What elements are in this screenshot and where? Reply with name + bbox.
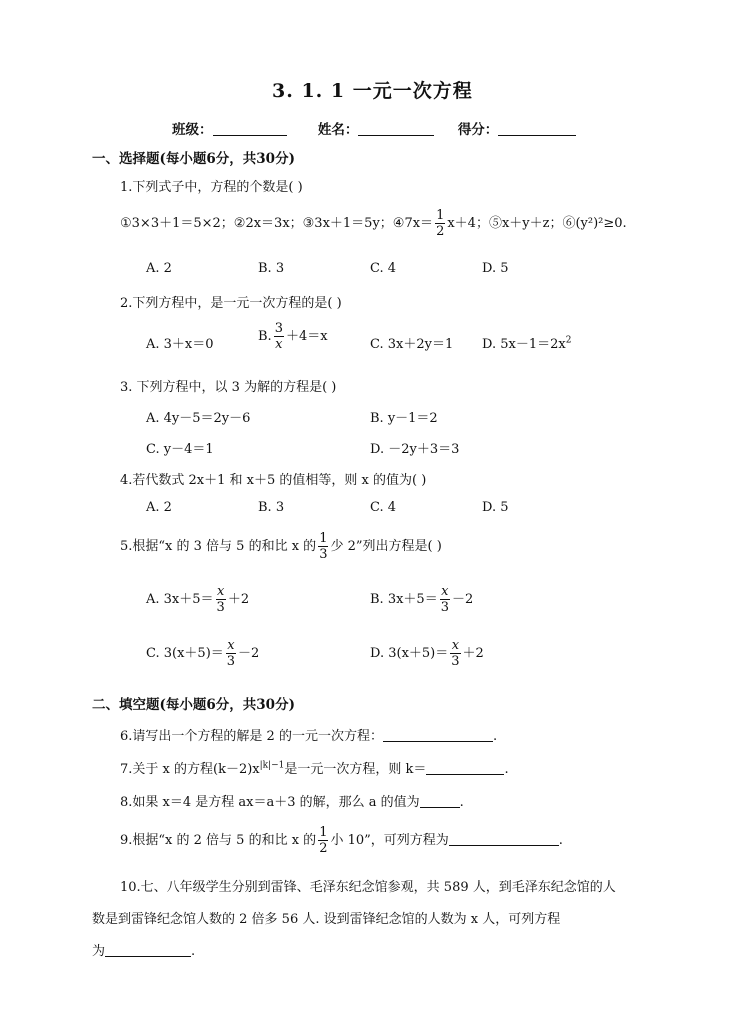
question-9: 9.根据“x 的 2 倍与 5 的和比 x 的 $\frac{1}{2}$ 小 10”，可列方程为 . bbox=[120, 825, 563, 856]
q2-b-suffix: ＋4＝x bbox=[285, 329, 328, 344]
frac-den: 3 bbox=[216, 600, 225, 615]
name-label: 姓名： bbox=[317, 122, 359, 138]
frac-den: 3 bbox=[226, 654, 236, 669]
page-title: 3. 1. 1 一元一次方程 bbox=[272, 80, 473, 102]
question-4-stem: 4.若代数式 2x＋1 和 x＋5 的值相等，则 x 的值为( ) bbox=[120, 473, 427, 488]
q5-d-post: ＋2 bbox=[462, 646, 484, 661]
q7-exponent: |k|−1 bbox=[259, 760, 285, 771]
q6-text: 6.请写出一个方程的解是 2 的一元一次方程： bbox=[120, 729, 383, 744]
q5-option-a[interactable] bbox=[146, 585, 249, 614]
q2-option-b[interactable] bbox=[258, 322, 328, 351]
frac-num: x bbox=[441, 584, 449, 599]
q5-c-post: －2 bbox=[238, 646, 260, 661]
question-6: 6.请写出一个方程的解是 2 的一元一次方程： . bbox=[120, 729, 498, 744]
fraction-x-over-3 bbox=[440, 585, 450, 614]
q2-d-text: D. 5x－1＝2x bbox=[482, 337, 566, 352]
q6-answer-blank[interactable] bbox=[383, 727, 493, 742]
q1-option-a[interactable]: A. 2 bbox=[146, 261, 172, 276]
fraction-x-over-3 bbox=[216, 585, 226, 614]
q2-b-prefix: B. bbox=[258, 329, 272, 344]
q5-c-pre: C. 3(x＋5)＝ bbox=[146, 646, 224, 661]
frac-den: 3 bbox=[440, 600, 449, 615]
q9-text-post: 小 10”，可列方程为 bbox=[330, 833, 449, 848]
q7-text-post: 是一元一次方程，则 k＝ bbox=[284, 762, 427, 777]
q5-stem-pre: 5.根据“x 的 3 倍与 5 的和比 x 的 bbox=[120, 539, 317, 554]
question-1-stem: 1.下列式子中，方程的个数是( ) bbox=[120, 180, 303, 195]
q4-option-d[interactable]: D. 5 bbox=[482, 500, 509, 515]
class-label: 班级： bbox=[172, 122, 213, 138]
score-label: 得分： bbox=[457, 122, 499, 138]
frac-den: 3 bbox=[451, 654, 460, 669]
q8-answer-blank[interactable] bbox=[420, 793, 460, 808]
q3-option-b[interactable]: B. y－1＝2 bbox=[370, 411, 438, 426]
question-10-line1: 10.七、八年级学生分别到雷锋、毛泽东纪念馆参观，共 589 人，到毛泽东纪念馆的人 bbox=[120, 880, 616, 895]
q3-option-d[interactable]: D. －2y＋3＝3 bbox=[370, 442, 460, 457]
fraction-x-over-3 bbox=[450, 639, 460, 668]
frac-num: x bbox=[217, 584, 225, 599]
q10-text-tail: 为 bbox=[92, 944, 106, 959]
q9-answer-blank[interactable] bbox=[449, 831, 559, 846]
score-blank[interactable] bbox=[498, 121, 576, 136]
q5-option-c[interactable] bbox=[146, 639, 259, 668]
q1-option-c[interactable]: C. 4 bbox=[370, 261, 397, 276]
question-7: 7.关于 x 的方程$(k-2)x^{|k|-1}$是一元一次方程，则 k＝ . bbox=[120, 760, 509, 777]
question-1-items bbox=[120, 209, 627, 238]
fraction-one-half bbox=[435, 209, 445, 238]
question-10-line2: 数是到雷锋纪念馆人数的 2 倍多 56 人. 设到雷锋纪念馆的人数为 x 人，可列方程 bbox=[92, 912, 561, 927]
q4-option-a[interactable]: A. 2 bbox=[146, 500, 172, 515]
fraction-x-over-3 bbox=[226, 639, 236, 668]
q2-option-a[interactable]: A. 3＋x＝0 bbox=[146, 337, 214, 352]
q2-option-d[interactable] bbox=[482, 333, 571, 352]
q5-a-pre: A. 3x＋5＝ bbox=[146, 592, 214, 607]
section-heading-choice: 一、选择题(每小题6分，共30分) bbox=[92, 151, 295, 167]
q2-d-sup: 2 bbox=[565, 335, 572, 346]
frac-num: 1 bbox=[436, 208, 445, 223]
frac-den: 2 bbox=[319, 841, 328, 856]
question-3-stem: 3. 下列方程中，以 3 为解的方程是( ) bbox=[120, 380, 337, 395]
frac-num: 1 bbox=[319, 825, 328, 840]
q7-answer-blank[interactable] bbox=[426, 760, 504, 775]
q9-text-pre: 9.根据“x 的 2 倍与 5 的和比 x 的 bbox=[120, 833, 317, 848]
q5-a-post: ＋2 bbox=[227, 592, 250, 607]
q1-option-b[interactable]: B. 3 bbox=[258, 261, 285, 276]
q5-option-b[interactable] bbox=[370, 585, 473, 614]
frac-num: x bbox=[451, 638, 460, 653]
question-5-stem bbox=[120, 532, 442, 561]
q2-option-c[interactable]: C. 3x＋2y＝1 bbox=[370, 337, 454, 352]
question-8: 8.如果 x＝4 是方程 ax＝a＋3 的解，那么 a 的值为 . bbox=[120, 795, 464, 810]
class-blank[interactable] bbox=[213, 121, 287, 136]
q3-option-c[interactable]: C. y－4＝1 bbox=[146, 442, 214, 457]
q7-text-pre: 7.关于 x 的方程(k－2)x bbox=[120, 762, 260, 777]
q5-b-post: －2 bbox=[451, 592, 474, 607]
q1-items-part2: x＋4；⑤x＋y＋z；⑥(y²)²≥0. bbox=[447, 216, 627, 231]
q5-option-d[interactable] bbox=[370, 639, 484, 668]
frac-den: x bbox=[275, 337, 283, 352]
frac-den: 2 bbox=[436, 224, 445, 239]
fraction-3-over-x bbox=[274, 322, 284, 351]
frac-num: 1 bbox=[319, 531, 328, 546]
q8-text: 8.如果 x＝4 是方程 ax＝a＋3 的解，那么 a 的值为 bbox=[120, 795, 420, 810]
frac-num: x bbox=[227, 638, 235, 653]
q1-option-d[interactable]: D. 5 bbox=[482, 261, 509, 276]
header-info bbox=[172, 118, 576, 138]
question-10-line3: 为 . bbox=[92, 944, 196, 959]
q10-answer-blank[interactable] bbox=[105, 942, 191, 957]
question-2-stem: 2.下列方程中，是一元一次方程的是( ) bbox=[120, 296, 342, 311]
q5-stem-post: 少 2”列出方程是( ) bbox=[330, 539, 442, 554]
frac-num: 3 bbox=[274, 321, 283, 336]
frac-den: 3 bbox=[319, 547, 328, 562]
q3-option-a[interactable]: A. 4y－5＝2y－6 bbox=[146, 411, 251, 426]
q4-option-c[interactable]: C. 4 bbox=[370, 500, 397, 515]
name-blank[interactable] bbox=[358, 121, 434, 136]
fraction-one-half bbox=[318, 826, 328, 855]
q5-d-pre: D. 3(x＋5)＝ bbox=[370, 646, 449, 661]
q5-b-pre: B. 3x＋5＝ bbox=[370, 592, 438, 607]
fraction-one-third bbox=[318, 532, 328, 561]
q4-option-b[interactable]: B. 3 bbox=[258, 500, 285, 515]
section-heading-fill: 二、填空题(每小题6分，共30分) bbox=[92, 697, 295, 713]
q1-items-part1: ①3×3＋1＝5×2；②2x＝3x；③3x＋1＝5y；④7x＝ bbox=[120, 216, 434, 231]
